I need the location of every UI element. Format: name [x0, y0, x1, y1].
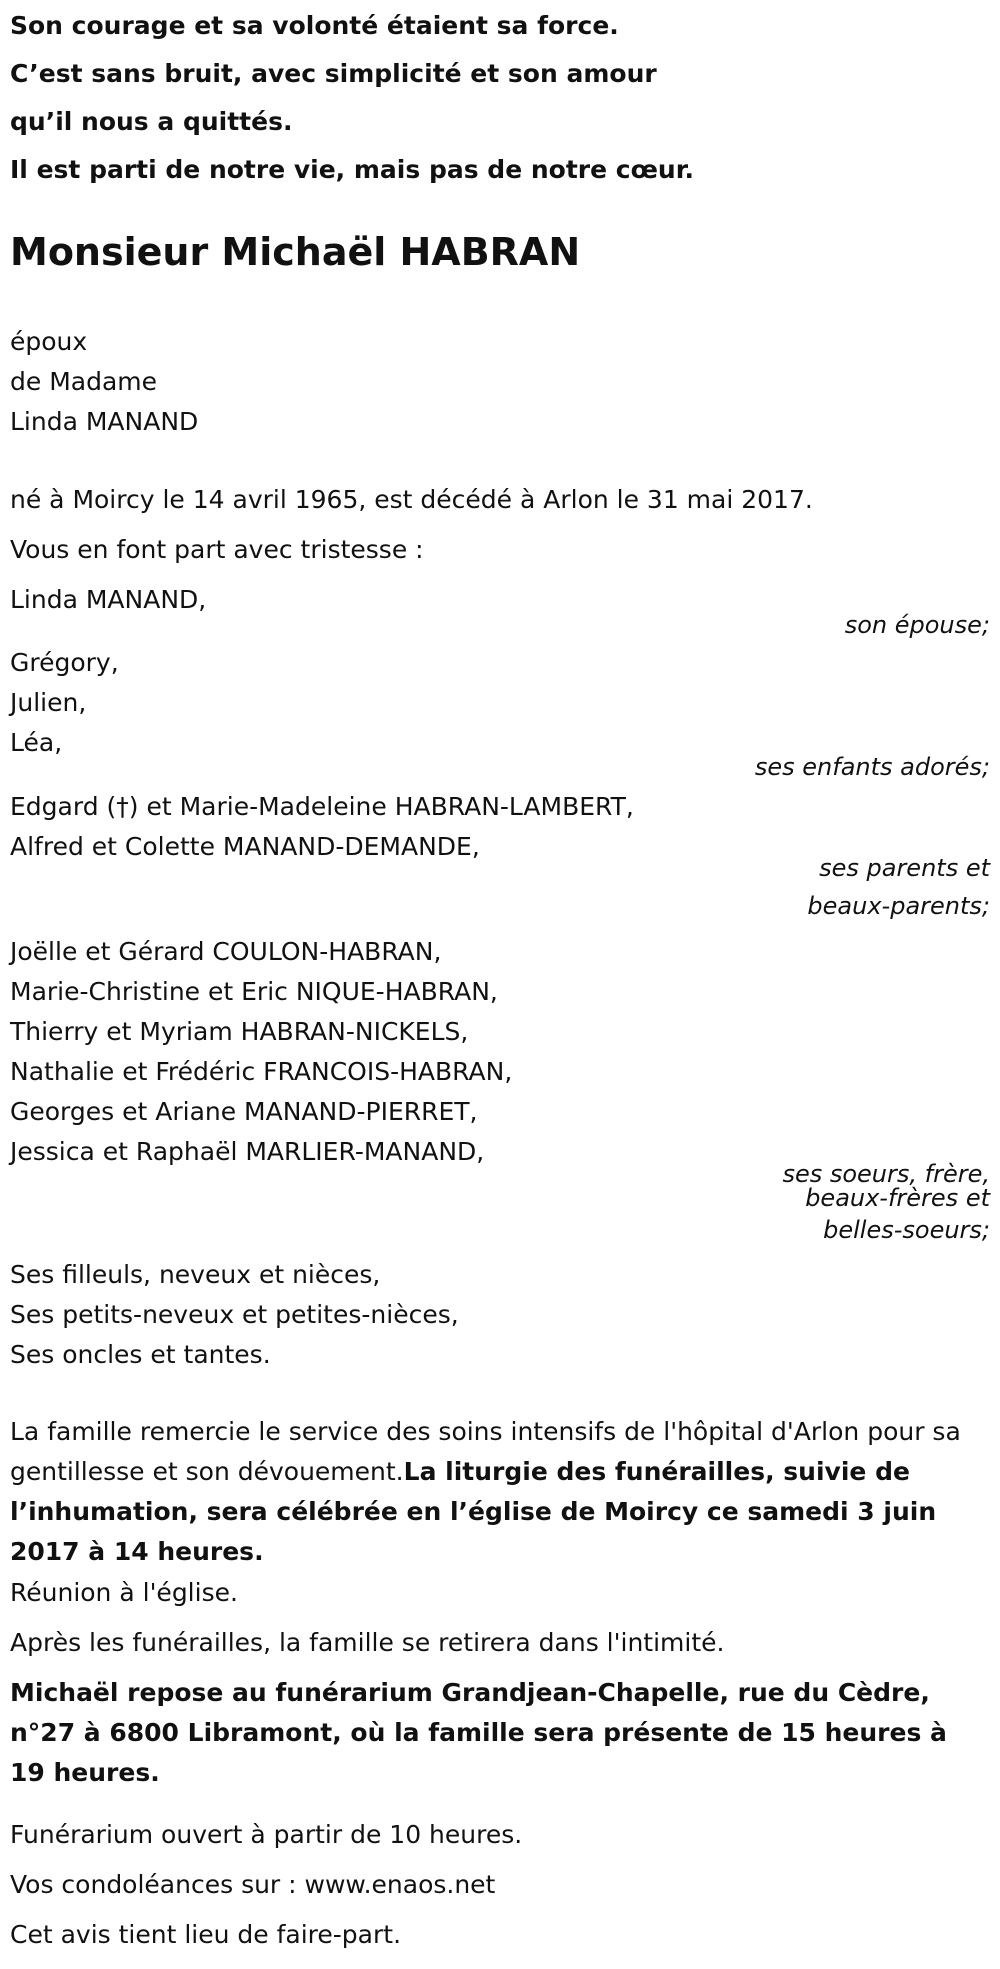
relation-line: belles-soeurs; [823, 1216, 990, 1244]
family-name: Léa, [10, 728, 63, 757]
family-name: Edgard (†) et Marie-Madeleine HABRAN-LAMBERT, [10, 792, 634, 821]
family-name: Marie-Christine et Eric NIQUE-HABRAN, [10, 977, 498, 1006]
quote-line: Son courage et sa volonté étaient sa force. [10, 11, 619, 40]
birth-death-line: né à Moircy le 14 avril 1965, est décédé à Arlon le 31 mai 2017. [10, 485, 813, 514]
thanks-funeral-paragraph [10, 1412, 990, 1572]
family-group-others [10, 1255, 990, 1375]
spouse-line: époux [10, 327, 88, 356]
family-name: Joëlle et Gérard COULON-HABRAN, [10, 937, 442, 966]
spouse-line: Linda MANAND [10, 407, 199, 436]
relation-spouse [845, 606, 990, 644]
family-name: Ses petits-neveux et petites-nièces, [10, 1300, 459, 1329]
quote-line: Il est parti de notre vie, mais pas de notre cœur. [10, 155, 694, 184]
family-name: Grégory, [10, 648, 119, 677]
relation-parents [807, 849, 990, 925]
family-name: Ses filleuls, neveux et nièces, [10, 1260, 381, 1289]
thanks-text: La famille remercie le service des soins intensifs de l'hôpital d'Arlon pour sa gentillesse et son dévouement. [10, 1417, 961, 1486]
announcement-line: Vous en font part avec tristesse : [10, 535, 424, 564]
family-name: Thierry et Myriam HABRAN-NICKELS, [10, 1017, 469, 1046]
funerarium-paragraph: Michaël repose au funérarium Grandjean-Chapelle, rue du Cèdre, n°27 à 6800 Libramont, où la famille sera présente de 15 heures à 19 heures. [10, 1678, 947, 1787]
family-name: Alfred et Colette MANAND-DEMANDE, [10, 832, 480, 861]
relation-line: beaux-parents; [807, 892, 990, 920]
funerarium-open-line: Funérarium ouvert à partir de 10 heures. [10, 1820, 523, 1849]
relation-line: ses soeurs, frère, [782, 1160, 990, 1188]
after-funeral-line: Après les funérailles, la famille se retirera dans l'intimité. [10, 1628, 725, 1657]
relation-line: ses enfants adorés; [754, 753, 990, 781]
deceased-name: Monsieur Michaël HABRAN [10, 230, 581, 274]
spouse-line: de Madame [10, 367, 158, 396]
funeral-text: La liturgie des funérailles, suivie de l’inhumation, sera célébrée en l’église de Moircy ce samedi 3 juin 2017 à 14 heures. [10, 1457, 937, 1566]
family-group-spouse [10, 580, 990, 620]
quote-line: qu’il nous a quittés. [10, 107, 293, 136]
relation-line: son épouse; [844, 611, 990, 639]
family-name: Julien, [10, 688, 87, 717]
meeting-line: Réunion à l'église. [10, 1578, 238, 1607]
relation-line: ses parents et [819, 854, 990, 882]
family-name: Linda MANAND, [10, 585, 207, 614]
family-name: Jessica et Raphaël MARLIER-MANAND, [10, 1137, 485, 1166]
spouse-block [10, 322, 990, 442]
family-group-children [10, 643, 990, 763]
relation-line: beaux-frères et [805, 1184, 990, 1212]
condolences-line: Vos condoléances sur : www.enaos.net [10, 1870, 496, 1899]
family-name: Nathalie et Frédéric FRANCOIS-HABRAN, [10, 1057, 513, 1086]
relation-children [755, 748, 990, 786]
quote-line: C’est sans bruit, avec simplicité et son amour [10, 59, 657, 88]
notice-line: Cet avis tient lieu de faire-part. [10, 1920, 402, 1949]
family-name: Georges et Ariane MANAND-PIERRET, [10, 1097, 478, 1126]
family-name: Ses oncles et tantes. [10, 1340, 271, 1369]
family-group-siblings [10, 932, 990, 1172]
opening-quote [10, 2, 990, 194]
relation-siblings [782, 1162, 990, 1250]
